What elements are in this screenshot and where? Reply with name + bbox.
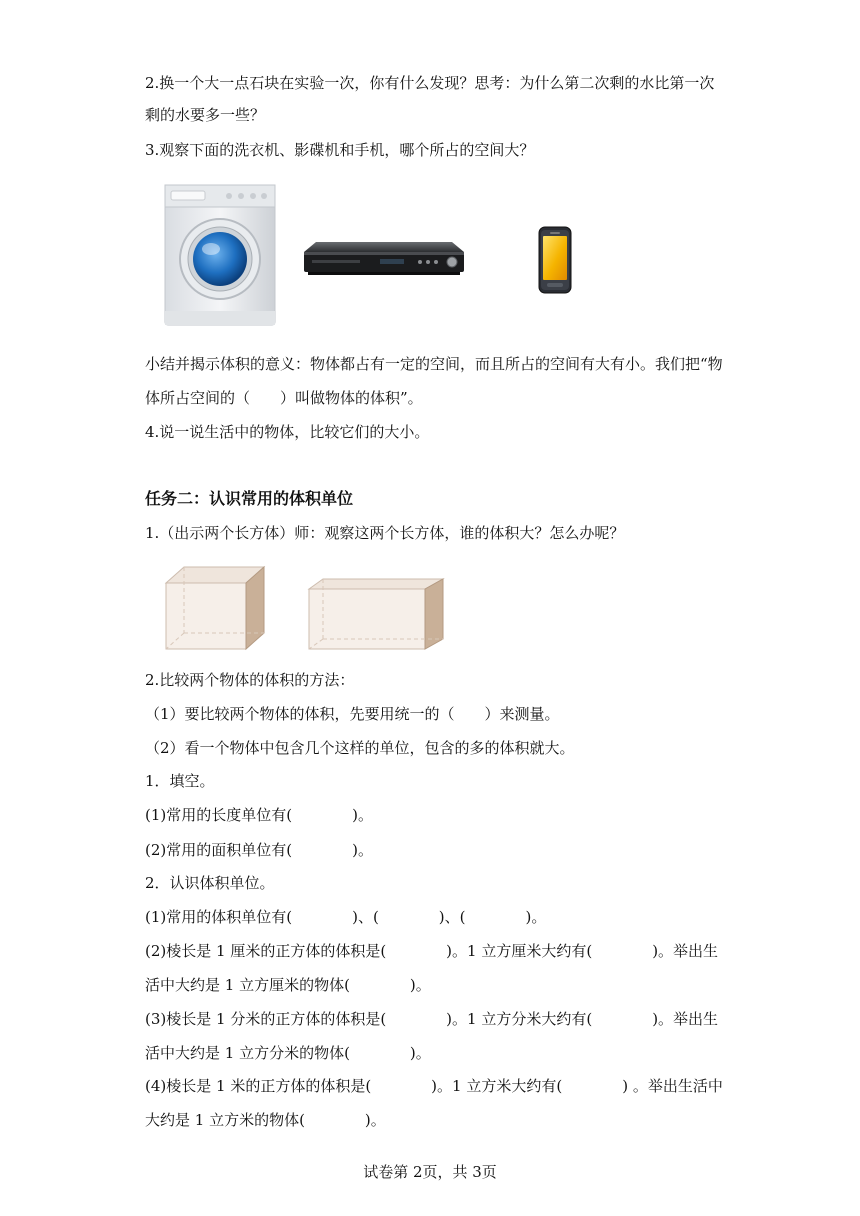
know-2-line-1: (2)棱长是 1 厘米的正方体的体积是( )。1 立方厘米大约有( )。举出生 [145, 942, 719, 960]
cuboid-large-icon [307, 577, 445, 651]
method-2: （2）看一个物体中包含几个这样的单位，包含的多的体积就大。 [145, 739, 575, 757]
q4-text: 4.说一说生活中的物体，比较它们的大小。 [145, 423, 430, 441]
summary-line-2: 体所占空间的（ ）叫做物体的体积”。 [145, 389, 423, 407]
page-footer: 试卷第 2页，共 3页 [363, 1163, 497, 1181]
know-4-line-1: (4)棱长是 1 米的正方体的体积是( )。1 立方米大约有( ) 。举出生活中 [145, 1077, 723, 1095]
know-4-line-2: 大约是 1 立方米的物体( )。 [145, 1111, 386, 1129]
know-3-line-1: (3)棱长是 1 分米的正方体的体积是( )。1 立方分米大约有( )。举出生 [145, 1010, 719, 1028]
fill-title: 1．填空。 [145, 772, 215, 790]
q2-line-2: 剩的水要多一些？ [145, 106, 266, 124]
cuboid-small-icon [164, 565, 266, 651]
know-2-line-2: 活中大约是 1 立方厘米的物体( )。 [145, 976, 431, 994]
q3-text: 3.观察下面的洗衣机、影碟机和手机，哪个所占的空间大？ [145, 141, 535, 159]
know-title: 2．认识体积单位。 [145, 874, 275, 892]
summary-line-1: 小结并揭示体积的意义：物体都占有一定的空间，而且所占的空间有大有小。我们把“物 [145, 355, 723, 373]
q2-line-1: 2.换一个大一点石块在实验一次，你有什么发现？思考：为什么第二次剩的水比第一次 [145, 74, 715, 92]
washing-machine-icon [163, 183, 277, 327]
section2-q2: 2.比较两个物体的体积的方法： [145, 671, 355, 689]
fill-1: (1)常用的长度单位有( )。 [145, 806, 373, 824]
dvd-player-icon [302, 240, 466, 278]
know-3-line-2: 活中大约是 1 立方分米的物体( )。 [145, 1044, 431, 1062]
know-1: (1)常用的体积单位有( )、( )、( )。 [145, 908, 547, 926]
section-title: 任务二：认识常用的体积单位 [145, 489, 354, 508]
mobile-phone-icon [537, 226, 573, 294]
method-1: （1）要比较两个物体的体积，先要用统一的（ ）来测量。 [145, 705, 560, 723]
section2-q1: 1.（出示两个长方体）师：观察这两个长方体，谁的体积大？怎么办呢？ [145, 524, 625, 542]
fill-2: (2)常用的面积单位有( )。 [145, 841, 373, 859]
